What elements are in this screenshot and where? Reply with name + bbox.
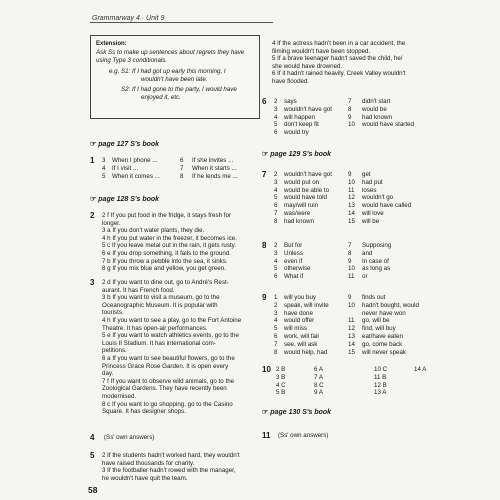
answer-text: 5 — [274, 265, 278, 273]
answer-text: 13 — [348, 202, 355, 210]
answer-text: says — [284, 98, 297, 105]
answer-text: 10 — [348, 301, 355, 309]
answer-text: 5 — [274, 325, 278, 333]
answer-text: 9 — [348, 113, 352, 121]
answer-text: 6 — [274, 332, 278, 340]
answer-text: 7 f If you want to observe wild animals, go to the — [102, 377, 235, 385]
answer-text: 6 a If you want to see beautiful flowers, go to the — [102, 354, 235, 362]
answer-text: 8 — [274, 217, 278, 225]
answer-text: will miss — [284, 325, 308, 333]
answer-text: 3 a If you don't water plants, they die. — [102, 227, 205, 235]
book-ref-129 — [262, 150, 331, 158]
answer-text: he wouldn't have quit the team. — [102, 474, 188, 482]
answer-text: 2 f If you put food in the fridge, it stays fresh for — [102, 212, 231, 219]
answer-text — [414, 374, 444, 382]
exercise-5-answers — [102, 452, 240, 482]
answer-text: 14 — [348, 340, 355, 348]
answer-text: she would have drowned. — [272, 62, 343, 70]
answer-text: Louis II Stadium. It has international com- — [102, 339, 216, 347]
answer-text: would help, had — [284, 348, 328, 356]
answer-text: 8 — [348, 105, 352, 113]
answer-text: 2 — [274, 301, 278, 309]
answer-text: 3 b If you want to visit a museum, go to the — [102, 294, 220, 302]
answer-text: 14 — [348, 209, 355, 217]
answer-text: finds out — [362, 294, 386, 301]
answer-text: go, come back — [362, 340, 403, 348]
answer-text: 5 — [274, 194, 278, 202]
answer-text: 15 — [348, 217, 355, 225]
answer-text: had known — [284, 217, 314, 225]
answer-text: would try — [284, 129, 309, 137]
answer-text: and — [362, 249, 373, 257]
answer-text: as long as — [362, 265, 391, 273]
answer-text: Oceanographic Museum. It is popular with — [102, 301, 218, 309]
answer-text: 8 c If you want to go shopping, go to the Casino — [102, 400, 233, 408]
exercise-9-grid — [274, 294, 438, 356]
answer-text: 3 — [274, 249, 278, 257]
book-ref-128-label: page 128 S's book — [98, 196, 160, 203]
answer-text: 10 — [348, 178, 355, 186]
extension-example-2: wouldn't have been late. — [141, 76, 208, 83]
answer-text: Princess Grace Rose Garden. It is open every — [102, 362, 229, 370]
answer-text: 9 — [348, 257, 352, 265]
header-rule — [90, 22, 273, 23]
answer-text: 6 If it hadn't rained heavily, Creek Valley wouldn't — [272, 70, 406, 78]
answer-text: 10 — [348, 265, 355, 273]
answer-text: 6 A — [314, 366, 323, 373]
answer-text: If she invites ... — [192, 157, 234, 164]
answer-text: 5 — [274, 121, 278, 129]
answer-text: 5 B — [276, 389, 286, 397]
answer-text: When it comes ... — [112, 172, 160, 180]
exercise-11-number: 11 — [262, 431, 271, 440]
book-ref-130-label: page 130 S's book — [270, 409, 332, 416]
exercise-11-text: (Ss' own answers) — [278, 432, 329, 439]
answer-text: speak, will invite — [284, 301, 329, 309]
answer-text — [414, 389, 444, 397]
answer-text: 6 e If you drop something, it falls to the ground. — [102, 249, 231, 257]
extension-title: Extension: — [96, 41, 127, 47]
answer-text: 8 — [348, 249, 352, 257]
answer-text: go, will be — [362, 317, 390, 325]
answer-text: 11 — [348, 317, 355, 325]
answer-text: will you buy — [284, 294, 316, 301]
answer-text: 7 — [348, 242, 352, 249]
answer-text: would be able to — [284, 186, 330, 194]
answer-text: 14 A — [414, 366, 427, 373]
answer-text: 6 — [274, 202, 278, 210]
answer-text: 7 — [180, 164, 184, 172]
answer-text: had put — [362, 178, 383, 186]
extension-example-3: S2: If I had gone to the party, I would have — [121, 86, 237, 93]
answer-text: 11 — [348, 273, 355, 281]
answer-text: 4 — [274, 113, 278, 121]
answer-text: 12 B — [374, 381, 387, 389]
answer-text: 3 If the footballer hadn't rowed with the manager, — [102, 467, 236, 475]
answer-text: 4 — [274, 186, 278, 194]
answer-text: But for — [284, 242, 303, 249]
answer-text: or — [362, 273, 368, 281]
exercise-10-grid — [276, 366, 444, 397]
extension-example-1: e.g. S1: If I had got up early this morning, I — [109, 68, 226, 75]
exercise-4-number: 4 — [90, 433, 95, 442]
hand-pointer-icon: ☞ — [262, 151, 269, 158]
book-ref-127 — [90, 140, 159, 148]
answer-text: 5 If a brave teenager hadn't saved the child, he/ — [272, 55, 403, 63]
answer-text: don't keep fit — [284, 121, 319, 129]
answer-text: 6 — [274, 273, 278, 281]
hand-pointer-icon: ☞ — [90, 141, 97, 148]
answer-text: eat/have eaten — [362, 332, 403, 340]
answer-text: 7 — [274, 340, 278, 348]
answer-text: 13 — [348, 332, 355, 340]
answer-text: 13 A — [374, 389, 387, 397]
answer-text: loses — [362, 186, 377, 194]
answer-text: never have won — [362, 309, 406, 317]
answer-text: When I phone ... — [112, 157, 158, 164]
answer-text: 5 — [102, 172, 106, 180]
answer-text: was/were — [284, 209, 311, 217]
answer-text: 2 — [274, 242, 278, 249]
answer-text: even if — [284, 257, 303, 265]
answer-text: longer. — [102, 219, 121, 227]
extension-instruction-1: Ask Ss to make up sentences about regrets they have — [96, 49, 245, 56]
answer-text: 8 g If you mix blue and yellow, you get green. — [102, 265, 226, 273]
answer-text: 4 C — [276, 381, 286, 389]
answer-text: 7 A — [314, 373, 323, 381]
exercise-5-continued — [272, 40, 406, 86]
answer-text: What if — [284, 273, 304, 281]
exercise-7-grid — [274, 171, 434, 226]
answer-text: modernised. — [102, 392, 137, 400]
book-ref-130 — [262, 408, 331, 416]
answer-text: aurant. It has French food. — [102, 286, 175, 294]
answer-text: hadn't bought, would — [362, 301, 419, 309]
running-header: Grammarway 4 · Unit 9 — [92, 15, 165, 22]
answer-text: petitions. — [102, 347, 127, 355]
answer-text: 8 — [274, 348, 278, 356]
answer-text: If I visit ... — [112, 164, 139, 172]
exercise-6-number: 6 — [262, 97, 267, 106]
hand-pointer-icon: ☞ — [262, 409, 269, 416]
answer-text: wouldn't have got — [284, 171, 332, 178]
answer-text: tourists. — [102, 309, 124, 317]
answer-text — [348, 310, 362, 318]
exercise-2-number: 2 — [90, 211, 95, 220]
exercise-3-answers — [102, 279, 241, 416]
answer-text: get — [362, 171, 371, 178]
extension-instruction-2: using Type 3 conditionals. — [96, 57, 168, 64]
extension-example-4: enjoyed it, etc. — [141, 94, 181, 101]
exercise-1-grid — [102, 157, 252, 180]
book-ref-129-label: page 129 S's book — [270, 151, 332, 158]
answer-text: Theatre. It has open-air performances. — [102, 324, 208, 332]
answer-text: 3 — [274, 178, 278, 186]
answer-text: 2 B — [276, 366, 286, 373]
answer-text: When it starts ... — [192, 164, 237, 172]
answer-text: 3 — [274, 309, 278, 317]
answer-text — [362, 129, 432, 137]
answer-text: 4 — [274, 257, 278, 265]
answer-text: would have called — [362, 202, 412, 210]
answer-text: 10 — [348, 121, 355, 129]
answer-text: would put on — [284, 178, 320, 186]
answer-text: 9 — [348, 171, 352, 178]
answer-text: have flooded. — [272, 77, 310, 85]
answer-text — [414, 382, 444, 390]
answer-text: would have told — [284, 194, 327, 202]
answer-text: wouldn't go — [362, 194, 394, 202]
answer-text: have raised thousands for charity. — [102, 459, 195, 467]
answer-text: 3 — [274, 105, 278, 113]
answer-text: would be — [362, 105, 387, 113]
answer-text: find, will buy — [362, 325, 396, 333]
extension-box — [90, 35, 260, 119]
answer-text: 2 d If you want to dine out, go to André's Rest- — [102, 279, 229, 286]
answer-text: day. — [102, 370, 114, 378]
answer-text: 4 h If you want to see a play, go to the Fort Antoine — [102, 316, 242, 324]
answer-text: Square. It has designer shops. — [102, 408, 186, 416]
answer-text: wouldn't have got — [284, 105, 332, 113]
answer-text: 5 c If you leave metal out in the rain, it gets rusty. — [102, 242, 237, 250]
answer-text: otherwise — [284, 265, 311, 273]
answer-text: 5 e If you want to watch athletics events, go to the — [102, 332, 239, 340]
answer-text: 3 B — [276, 373, 286, 381]
answer-text: work, will fail — [284, 332, 319, 340]
answer-text: Supposing — [362, 242, 392, 249]
answer-text: 9 A — [314, 389, 323, 397]
book-ref-128 — [90, 195, 159, 203]
exercise-5-number: 5 — [90, 451, 95, 460]
answer-text: 11 B — [374, 373, 387, 381]
answer-text: 2 — [274, 171, 278, 178]
answer-text: If he lends me ... — [192, 172, 238, 180]
answer-text: had known — [362, 113, 392, 121]
answer-text: 12 — [348, 194, 355, 202]
book-ref-127-label: page 127 S's book — [98, 141, 160, 148]
answer-text: see, will ask — [284, 340, 318, 348]
answer-text: 6 — [180, 157, 184, 164]
answer-text: 10 C — [374, 366, 388, 373]
answer-text: 8 C — [314, 381, 324, 389]
answer-text: Zoological Gardens. They have recently been — [102, 385, 227, 393]
answer-text: 7 b If you throw a pebble into the sea, it sinks. — [102, 257, 228, 265]
answer-text: would have started — [362, 121, 414, 129]
answer-text: will be — [362, 217, 380, 225]
exercise-1-number: 1 — [90, 156, 95, 165]
answer-text: 1 — [274, 294, 278, 301]
exercise-7-number: 7 — [262, 170, 267, 179]
answer-text: will love — [362, 209, 384, 217]
answer-text: 4 — [102, 164, 106, 172]
answer-text: 4 h If you put water in the freezer, it becomes ice. — [102, 234, 237, 242]
exercise-6-grid — [274, 98, 432, 137]
hand-pointer-icon: ☞ — [90, 196, 97, 203]
answer-text: 12 — [348, 325, 355, 333]
answer-text: 7 — [348, 98, 352, 105]
answer-text: have done — [284, 309, 313, 317]
exercise-3-number: 3 — [90, 278, 95, 287]
exercise-9-number: 9 — [262, 293, 267, 302]
exercise-8-grid — [274, 242, 434, 281]
answer-text: 7 — [274, 209, 278, 217]
answer-text: 2 If the students hadn't worked hard, they wouldn't — [102, 452, 240, 459]
answer-text: 4 If the actress hadn't been in a car accident, the — [272, 40, 406, 47]
answer-text: will never speak — [362, 348, 407, 356]
answer-text: 9 — [348, 294, 352, 301]
answer-text: 4 — [274, 317, 278, 325]
exercise-8-number: 8 — [262, 241, 267, 250]
answer-text: 2 — [274, 98, 278, 105]
answer-text: will happen — [284, 113, 315, 121]
answer-text: 15 — [348, 348, 355, 356]
answer-text: In case of — [362, 257, 389, 265]
answer-text: 11 — [348, 186, 355, 194]
answer-text — [348, 129, 362, 137]
answer-text: filming wouldn't have been stopped. — [272, 47, 371, 55]
exercise-4-text: (Ss' own answers) — [104, 434, 155, 441]
answer-text: Unless — [284, 249, 303, 257]
exercise-10-number: 10 — [262, 365, 271, 374]
answer-text: 3 — [102, 157, 106, 164]
answer-text: would offer — [284, 317, 315, 325]
answer-text: 6 — [274, 129, 278, 137]
exercise-2-answers — [102, 212, 237, 273]
answer-text: didn't start — [362, 98, 391, 105]
answer-text: 8 — [180, 172, 184, 180]
page-number: 58 — [88, 485, 98, 495]
answer-text: may/will ruin — [284, 202, 319, 210]
